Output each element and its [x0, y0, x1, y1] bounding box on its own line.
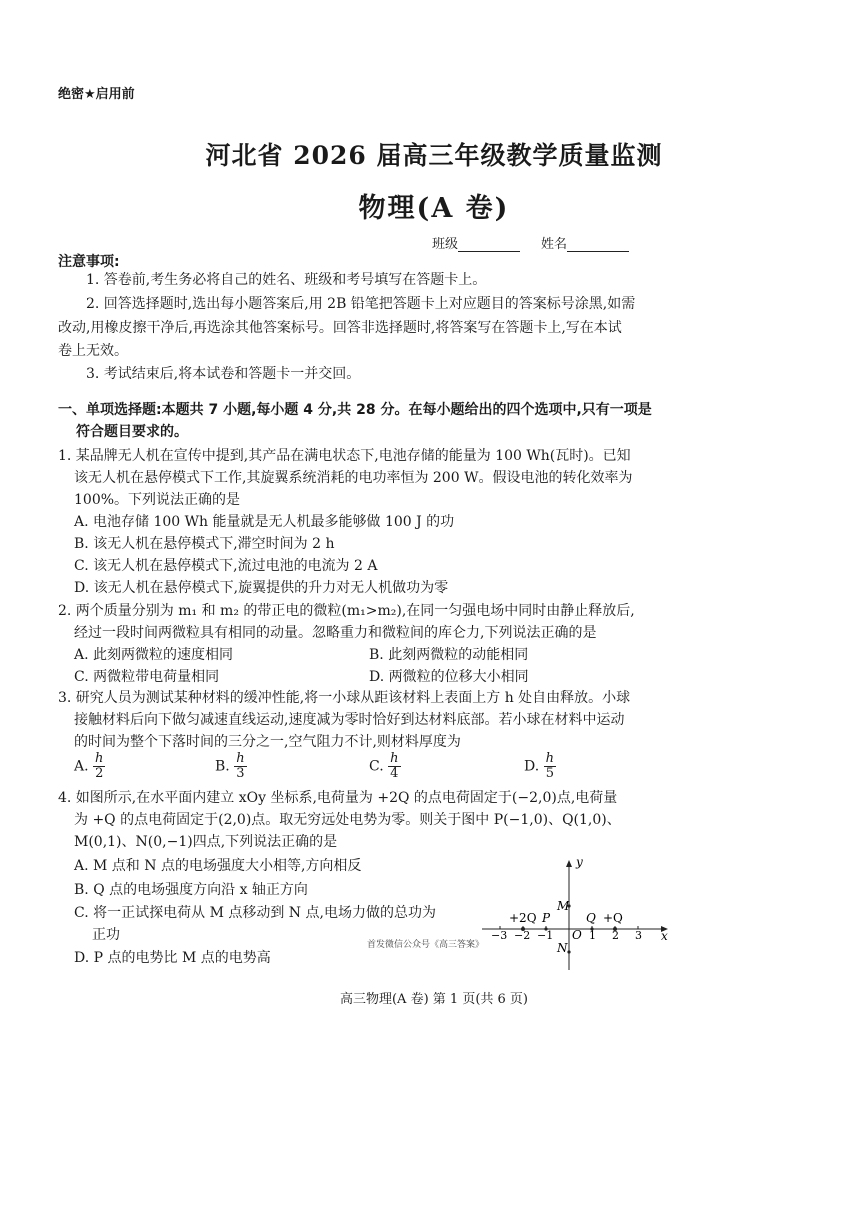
tick-label: 3 [635, 929, 642, 942]
x-axis-label: x [661, 929, 668, 943]
notice-item: 1. 答卷前,考生务必将自己的姓名、班级和考号填写在答题卡上。 [86, 272, 487, 288]
coordinate-figure [478, 856, 678, 974]
question-3-text: 3. 研究人员为测试某种材料的缓冲性能,将一小球从距该材料上表面上方 h 处自由释放。小球 [58, 690, 631, 706]
question-1-option-b: B. 该无人机在悬停模式下,滞空时间为 2 h [74, 536, 335, 552]
label-charge-2q: +2Q [509, 911, 537, 925]
name-label: 姓名 [541, 237, 568, 252]
label-q: Q [586, 911, 596, 925]
question-4-option-b: B. Q 点的电场强度方向沿 x 轴正方向 [74, 882, 308, 898]
exam-title: 河北省 2026 届高三年级教学质量监测 [205, 141, 663, 170]
notice-item: 3. 考试结束后,将本试卷和答题卡一并交回。 [86, 366, 361, 382]
notice-item: 改动,用橡皮擦干净后,再选涂其他答案标号。回答非选择题时,将答案写在答题卡上,写在本试 [58, 320, 622, 336]
class-blank [458, 251, 520, 252]
question-3-text: 接触材料后向下做匀减速直线运动,速度减为零时恰好到达材料底部。若小球在材料中运动 [74, 712, 625, 728]
question-1-text: 1. 某品牌无人机在宣传中提到,其产品在满电状态下,电池存储的能量为 100 Wh(瓦时)。已知 [58, 448, 631, 464]
label-origin: O [572, 928, 582, 942]
label-charge-q: +Q [603, 911, 623, 925]
tick-label: 2 [612, 929, 619, 942]
question-1-option-a: A. 电池存储 100 Wh 能量就是无人机最多能够做 100 J 的功 [74, 514, 455, 530]
question-4-option-c: C. 将一正试探电荷从 M 点移动到 N 点,电场力做的总功为 [74, 905, 436, 921]
tick-label: −3 [491, 929, 508, 942]
question-4-option-d: D. P 点的电势比 M 点的电势高 [74, 950, 271, 966]
question-4-text: 为 +Q 的点电荷固定于(2,0)点。取无穷远处电势为零。则关于图中 P(−1,0)、Q(1,0)、 [74, 812, 621, 828]
label-p: P [542, 911, 551, 925]
question-3-option-d: D. $\frac{h}{5}$ [524, 751, 555, 781]
y-axis-label: y [576, 856, 583, 869]
question-2-text: 2. 两个质量分别为 m₁ 和 m₂ 的带正电的微粒(m₁>m₂),在同一匀强电场中同时由静止释放后, [58, 603, 635, 619]
confidential-mark: 绝密★启用前 [58, 87, 135, 102]
question-2-option-b: B. 此刻两微粒的动能相同 [369, 647, 529, 663]
question-4-option-c-cont: 正功 [92, 927, 120, 943]
question-1-option-c: C. 该无人机在悬停模式下,流过电池的电流为 2 A [74, 558, 378, 574]
name-field [541, 233, 629, 252]
question-4-text: M(0,1)、N(0,−1)四点,下列说法正确的是 [74, 834, 338, 850]
notice-item: 卷上无效。 [58, 343, 128, 359]
section-heading-cont: 符合题目要求的。 [76, 424, 188, 440]
question-3-option-c: C. $\frac{h}{4}$ [369, 751, 399, 781]
question-4-option-a: A. M 点和 N 点的电场强度大小相等,方向相反 [74, 858, 362, 874]
label-n: N [557, 941, 568, 955]
watermark-text: 首发微信公众号《高三答案》 [367, 940, 485, 950]
question-3-option-b: B. $\frac{h}{3}$ [215, 751, 245, 781]
class-label: 班级 [432, 237, 459, 252]
question-1-text: 该无人机在悬停模式下工作,其旋翼系统消耗的电功率恒为 200 W。假设电池的转化效率为 [74, 470, 633, 486]
class-field [432, 233, 520, 252]
y-axis-arrow [566, 860, 572, 867]
notice-item: 2. 回答选择题时,选出每小题答案后,用 2B 铅笔把答题卡上对应题目的答案标号涂黑,如需 [86, 296, 636, 312]
question-3-option-a: A. $\frac{h}{2}$ [74, 751, 104, 781]
tick-label: −2 [514, 929, 531, 942]
question-3-text: 的时间为整个下落时间的三分之一,空气阻力不计,则材料厚度为 [74, 734, 461, 750]
point-n [567, 950, 570, 953]
question-2-text: 经过一段时间两微粒具有相同的动量。忽略重力和微粒间的库仑力,下列说法正确的是 [74, 625, 597, 641]
question-2-option-c: C. 两微粒带电荷量相同 [74, 669, 220, 685]
name-blank [567, 251, 629, 252]
label-m: M [557, 899, 570, 913]
tick-label: −1 [537, 929, 554, 942]
section-heading: 一、单项选择题:本题共 7 小题,每小题 4 分,共 28 分。在每小题给出的四个选项中,只有一项是 [58, 402, 652, 418]
question-1-text: 100%。下列说法正确的是 [74, 492, 241, 508]
exam-subtitle: 物理(A 卷) [358, 193, 510, 224]
tick-label: 1 [589, 929, 596, 942]
question-2-option-d: D. 两微粒的位移大小相同 [369, 669, 529, 685]
question-4-text: 4. 如图所示,在水平面内建立 xOy 坐标系,电荷量为 +2Q 的点电荷固定于(−2,0)点,电荷量 [58, 790, 618, 806]
page-footer: 高三物理(A 卷) 第 1 页(共 6 页) [339, 992, 528, 1007]
notice-heading: 注意事项: [58, 254, 120, 270]
question-2-option-a: A. 此刻两微粒的速度相同 [74, 647, 234, 663]
question-1-option-d: D. 该无人机在悬停模式下,旋翼提供的升力对无人机做功为零 [74, 580, 449, 596]
